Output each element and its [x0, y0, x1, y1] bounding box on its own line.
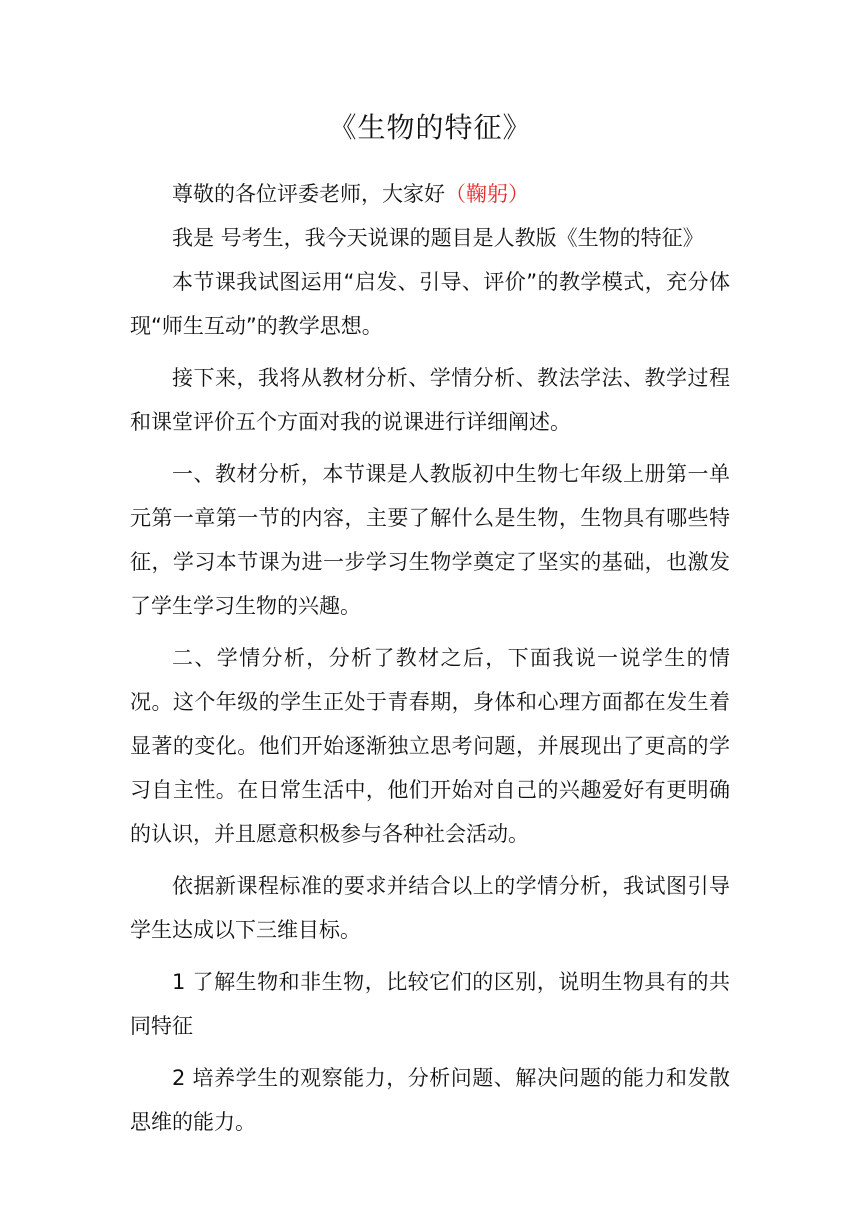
- bow-note: （鞠躬）: [445, 182, 529, 206]
- paragraph-outline: 接下来，我将从教材分析、学情分析、教法学法、教学过程和课堂评价五个方面对我的说课进行详细阐述。: [130, 366, 730, 434]
- paragraph-student-analysis: 二、学情分析，分析了教材之后，下面我说一说学生的情况。这个年级的学生正处于青春期，身体和心理方面都在发生着显著的变化。他们开始逐渐独立思考问题，并展现出了更高的学习自主性。在日常生活中，他们开始对自己的兴趣爱好有更明确的认识，并且愿意积极参与各种社会活动。: [130, 646, 730, 846]
- greeting-text: 尊敬的各位评委老师，大家好: [172, 182, 445, 206]
- paragraph-teaching-mode: 本节课我试图运用“启发、引导、评价”的教学模式，充分体现“师生互动”的教学思想。: [130, 270, 730, 338]
- paragraph-objective-2: 2 培养学生的观察能力，分析问题、解决问题的能力和发散思维的能力。: [130, 1066, 730, 1134]
- document-title: 《生物的特征》: [328, 111, 532, 144]
- paragraph-objectives-intro: 依据新课程标准的要求并结合以上的学情分析，我试图引导学生达成以下三维目标。: [130, 874, 730, 942]
- paragraph-greeting: [130, 172, 730, 216]
- document-body: [130, 172, 730, 1144]
- paragraph-textbook-analysis: 一、教材分析，本节课是人教版初中生物七年级上册第一单元第一章第一节的内容，主要了解什么是生物，生物具有哪些特征，学习本节课为进一步学习生物学奠定了坚实的基础，也激发了学生学习生物的兴趣。: [130, 462, 730, 618]
- paragraph-intro: 我是 号考生，我今天说课的题目是人教版《生物的特征》: [172, 226, 704, 250]
- paragraph-objective-1: 1 了解生物和非生物，比较它们的区别，说明生物具有的共同特征: [130, 970, 730, 1038]
